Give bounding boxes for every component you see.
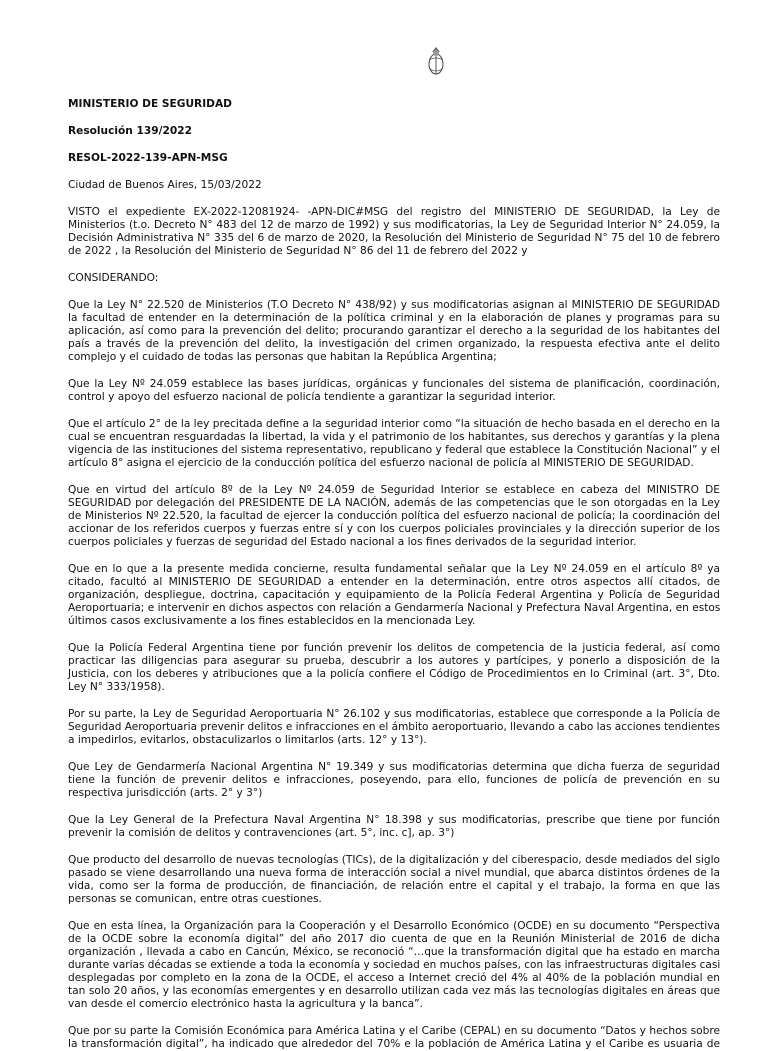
ministry-heading: MINISTERIO DE SEGURIDAD	[68, 98, 232, 110]
paragraph-visto	[68, 206, 720, 258]
paragraph-p11	[68, 920, 720, 1011]
paragraph-p1	[68, 299, 720, 364]
paragraph-line: artículo 8° asigna el ejercicio de la conducción política del esfuerzo nacional de policía al MINISTERIO DE SEGURIDAD.	[68, 457, 694, 469]
paragraph-line: personas se comunican, entre otras cuestiones.	[68, 893, 322, 905]
paragraph-line: Decisión Administrativa N° 335 del 6 de marzo de 2020, la Resolución del Ministerio de Seguridad N° 75 del 10 de febrero	[68, 232, 720, 244]
coat-of-arms-icon	[426, 44, 446, 78]
paragraph-line: de 2022 , la Resolución del Ministerio de Seguridad N° 86 del 11 de febrero del 2022 y	[68, 245, 528, 257]
paragraph-line: vida, como ser la forma de producción, de financiación, de relación entre el capital y el trabajo, la forma en que las	[68, 880, 720, 892]
paragraph-line: pasado se viene desarrollando una nueva forma de interacción social a nivel mundial, que abarca distintos órdenes de la	[68, 867, 720, 879]
paragraph-line: Que producto del desarrollo de nuevas tecnologías (TICs), de la digitalización y del ciberespacio, desde mediados del siglo	[68, 854, 720, 866]
paragraph-line: últimos casos exclusivamente a los fines establecidos en la mencionada Ley.	[68, 615, 476, 627]
paragraph-p5	[68, 563, 720, 628]
paragraph-line: la transformación digital”, ha indicado que alrededor del 70% e la población de América Latina y el Caribe es usuaria de	[68, 1038, 720, 1050]
paragraph-line: Ley N° 333/1958).	[68, 681, 165, 693]
paragraph-line: organización, despliegue, doctrina, capacitación y equipamiento de la Policía Federal Argentina y Policía de Seguridad	[68, 589, 720, 601]
paragraph-p6	[68, 642, 720, 694]
document-body	[68, 98, 720, 1051]
paragraph-p7	[68, 708, 720, 747]
paragraph-line: van desde el comercio electrónico hasta la agricultura y la banca”.	[68, 998, 423, 1010]
paragraph-line: prevenir la comisión de delitos y contravenciones (art. 5°, inc. c], ap. 3°)	[68, 827, 455, 839]
paragraph-line: Justicia, con los deberes y atribuciones que a la policía confiere el Código de Procedimientos en lo Criminal (art. 3°, Dto.	[68, 668, 720, 680]
paragraph-p2	[68, 378, 720, 404]
paragraph-line: tiene la función de prevenir delitos e infracciones, poseyendo, para ello, funciones de policía de prevención en su	[68, 774, 720, 786]
paragraph-p4	[68, 484, 720, 549]
paragraph-line: tan solo 20 años, y las economías emergentes y en desarrollo utilizan cada vez más las tecnologías digitales en áreas que	[68, 985, 720, 997]
paragraph-line: Seguridad Aeroportuaria prevenir delitos e infracciones en el ámbito aeroportuario, llevando a cabo las acciones tendientes	[68, 721, 720, 733]
paragraph-line: de la OCDE sobre la economía digital” del año 2017 dio cuenta de que en la Reunión Ministerial de 2016 de dicha	[68, 933, 720, 945]
paragraph-line: Que en esta línea, la Organización para la Cooperación y el Desarrollo Económico (OCDE) en su documento “Perspectiva	[68, 920, 720, 932]
paragraph-line: la facultad de entender en la determinación de la política criminal y en la elaboración de planes y programas para su	[68, 312, 720, 324]
paragraph-line: complejo y el cuidado de todas las personas que habitan la República Argentina;	[68, 351, 497, 363]
paragraph-line: VISTO el expediente EX-2022-12081924- -APN-DIC#MSG del registro del MINISTERIO DE SEGURIDAD, la Ley de	[68, 206, 720, 218]
paragraph-line: citado, facultó al MINISTERIO DE SEGURIDAD a entender en la determinación, entre otros aspectos allí citados, de	[68, 576, 720, 588]
paragraph-line: Que por su parte la Comisión Económica para América Latina y el Caribe (CEPAL) en su documento “Datos y hechos sobre	[68, 1025, 720, 1037]
paragraph-line: cual se encuentran resguardadas la libertad, la vida y el patrimonio de los habitantes, sus derechos y garantías y la plena	[68, 431, 720, 443]
paragraph-line: durante varias décadas se extiende a toda la economía y sociedad en muchos países, con las infraestructuras digitales casi	[68, 959, 721, 971]
paragraph-p8	[68, 761, 720, 800]
paragraph-considerando	[68, 272, 720, 285]
paragraph-p3	[68, 418, 720, 470]
paragraph-line: Que en lo que a la presente medida concierne, resulta fundamental señalar que la Ley Nº 24.059 en el artículo 8º ya	[68, 563, 720, 575]
paragraphs	[68, 206, 720, 1051]
paragraph-line: Que la Ley N° 22.520 de Ministerios (T.O Decreto N° 438/92) y sus modificatorias asignan al MINISTERIO DE SEGURIDAD	[68, 299, 720, 311]
paragraph-line: Que la Ley General de la Prefectura Naval Argentina N° 18.398 y sus modificatorias, prescribe que tiene por función	[68, 814, 720, 826]
paragraph-line: practicar las diligencias para asegurar su prueba, descubrir a los autores y partícipes, y ponerlo a disposición de la	[68, 655, 720, 667]
paragraph-line: respectiva jurisdicción (arts. 2° y 3°)	[68, 787, 263, 799]
place-date: Ciudad de Buenos Aires, 15/03/2022	[68, 179, 262, 191]
paragraph-line: país a través de la prevención del delito, la investigación del crimen organizado, la respuesta efectiva ante el delito	[68, 338, 720, 350]
paragraph-line: Que la Policía Federal Argentina tiene por función prevenir los delitos de competencia de la justicia federal, así como	[68, 642, 720, 654]
paragraph-line: Que en virtud del artículo 8º de la Ley Nº 24.059 de Seguridad Interior se establece en cabeza del MINISTRO DE	[68, 484, 720, 496]
paragraph-line: SEGURIDAD por delegación del PRESIDENTE DE LA NACIÓN, además de las competencias que le son otorgadas en la Ley	[68, 497, 720, 509]
paragraph-line: aplicación, así como para la prevención del delito; procurando garantizar el derecho a la seguridad de los habitantes del	[68, 325, 720, 337]
paragraph-line: a impedirlos, evitarlos, obstaculizarlos o limitarlos (arts. 12° y 13°).	[68, 734, 427, 746]
paragraph-p12	[68, 1025, 720, 1051]
paragraph-line: Que el artículo 2° de la ley precitada define a la seguridad interior como “la situación de hecho basada en el derecho en la	[68, 418, 721, 430]
paragraph-line: de Ministerios Nº 22.520, la facultad de ejercer la conducción política del esfuerzo nacional de policía; la coordinación del	[68, 510, 720, 522]
paragraph-p10	[68, 854, 720, 906]
paragraph-line: organización , llevada a cabo en Cancún, México, se reconoció “…que la transformación digital que ha estado en marcha	[68, 946, 720, 958]
paragraph-line: Por su parte, la Ley de Seguridad Aeroportuaria N° 26.102 y sus modificatorias, establece que corresponde a la Policía de	[68, 708, 720, 720]
resolution-number: Resolución 139/2022	[68, 125, 192, 137]
paragraph-line: Que Ley de Gendarmería Nacional Argentina N° 19.349 y sus modificatorias determina que dicha fuerza de seguridad	[68, 761, 720, 773]
paragraph-line: vigencia de las instituciones del sistema representativo, republicano y federal que establece la Constitución Nacional” y el	[68, 444, 720, 456]
paragraph-line: cuerpos policiales y fuerzas de seguridad del Estado nacional a los fines derivados de la seguridad interior.	[68, 536, 637, 548]
resolution-reference: RESOL-2022-139-APN-MSG	[68, 152, 228, 164]
paragraph-p9	[68, 814, 720, 840]
paragraph-line: Aeroportuaria; e intervenir en dichos aspectos con relación a Gendarmería Nacional y Prefectura Naval Argentina, en estos	[68, 602, 721, 614]
paragraph-line: CONSIDERANDO:	[68, 272, 159, 284]
paragraph-line: Que la Ley Nº 24.059 establece las bases jurídicas, orgánicas y funcionales del sistema de planificación, coordinación,	[68, 378, 720, 390]
paragraph-line: Ministerios (t.o. Decreto N° 483 del 12 de marzo de 1992) y sus modificatorias, la Ley de Seguridad Interior N° 24.059, la	[68, 219, 720, 231]
paragraph-line: accionar de los referidos cuerpos y fuerzas entre sí y con los cuerpos policiales provinciales y la dirección superior de los	[68, 523, 720, 535]
paragraph-line: control y apoyo del esfuerzo nacional de policía tendiente a garantizar la seguridad interior.	[68, 391, 556, 403]
paragraph-line: desplegadas por completo en la zona de la OCDE, el acceso a Internet creció del 4% al 40% de la población mundial en	[68, 972, 720, 984]
